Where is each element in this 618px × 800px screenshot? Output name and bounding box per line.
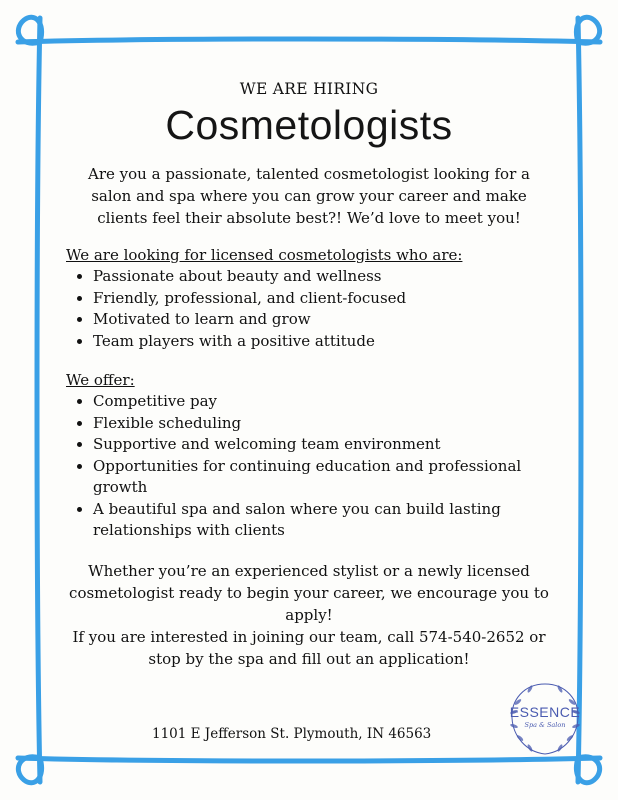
list-item: • A beautiful spa and salon where you can build lasting relationships with clients — [93, 499, 552, 542]
intro-paragraph: Are you a passionate, talented cosmetologist looking for a salon and spa where you can grow your career and make clients feel their absolute best?! We’d love to meet you! — [88, 165, 530, 227]
flyer-content — [66, 72, 552, 670]
page-title: Cosmetologists — [165, 102, 453, 148]
list-item: • Competitive pay — [93, 391, 552, 413]
list-item: • Supportive and welcoming team environment — [93, 434, 552, 456]
list-item: • Friendly, professional, and client-focused — [93, 288, 552, 310]
list-item: • Motivated to learn and grow — [93, 309, 552, 331]
logo-name: ESSENCE — [509, 704, 581, 720]
address-text: 1101 E Jefferson St. Plymouth, IN 46563 — [152, 726, 432, 742]
list-item: • Passionate about beauty and wellness — [93, 266, 552, 288]
list-item: • Team players with a positive attitude — [93, 331, 552, 353]
list-item: • Opportunities for continuing education and professional growth — [93, 456, 552, 499]
list-item: • Flexible scheduling — [93, 413, 552, 435]
essence-logo — [506, 680, 584, 758]
offer-heading: We offer: — [66, 371, 135, 389]
looking-for-list — [66, 266, 552, 352]
offer-list — [66, 391, 552, 542]
logo-tagline: Spa & Salon — [524, 721, 566, 729]
looking-for-heading: We are looking for licensed cosmetologists who are: — [66, 246, 463, 264]
hiring-kicker: WE ARE HIRING — [239, 80, 379, 98]
closing-encouragement: Whether you’re an experienced stylist or a newly licensed cosmetologist ready to begin your career, we encourage you to apply! — [69, 561, 549, 624]
closing-contact: If you are interested in joining our team, call 574-540-2652 or stop by the spa and fill out an application! — [72, 627, 546, 668]
